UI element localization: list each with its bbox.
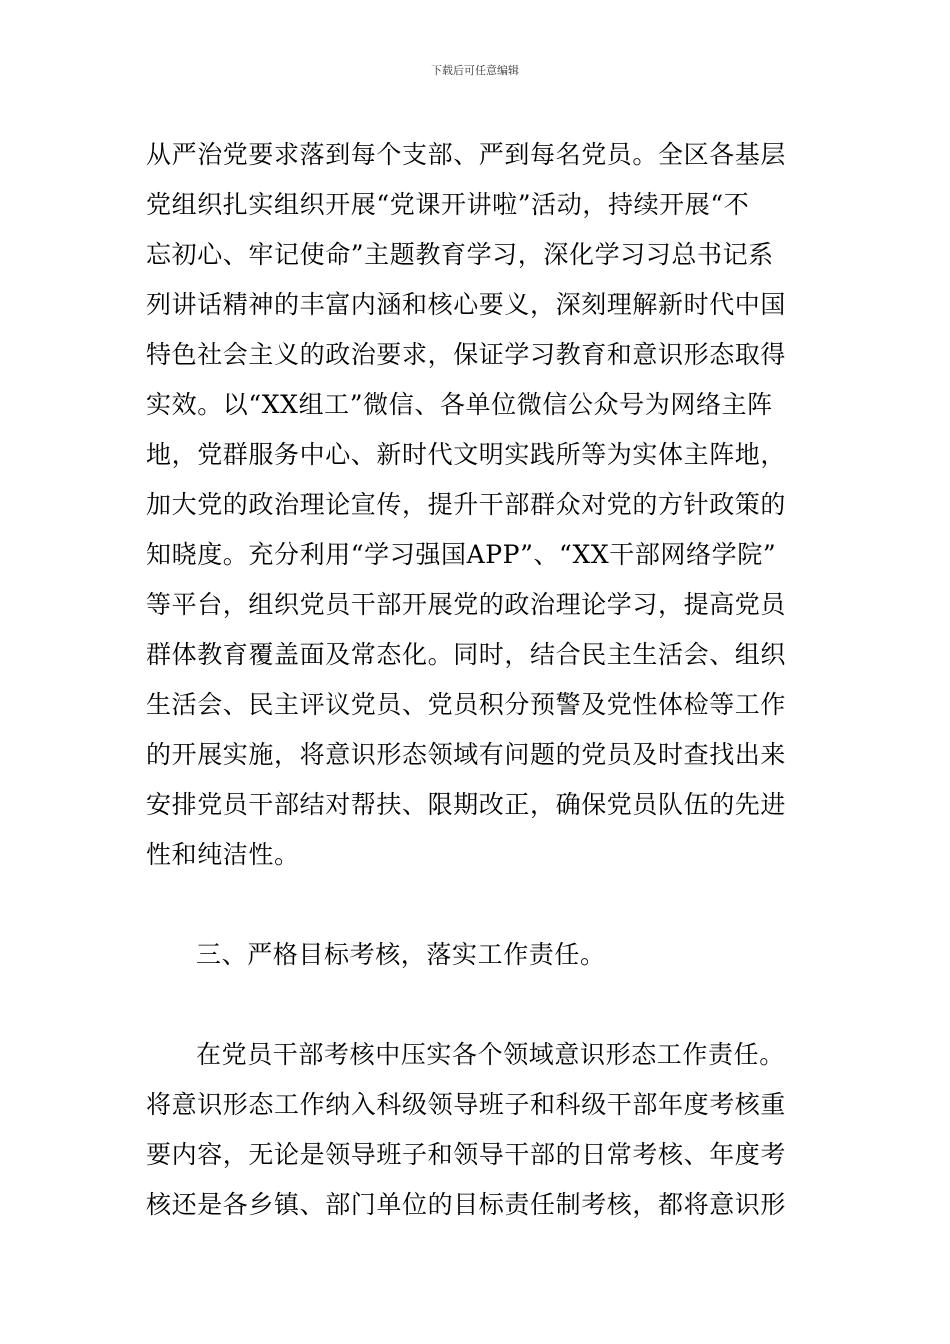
text-line: 生活会、民主评议党员、党员积分预警及党性体检等工作: [146, 690, 787, 719]
page-header: 下载后可任意编辑: [431, 64, 519, 77]
document-body: [146, 130, 806, 1230]
paragraph-party-building: [146, 130, 806, 880]
text-line: 从严治党要求落到每个支部、严到每名党员。全区各基层: [146, 140, 787, 169]
text-line: 忘初心、牢记使命”主题教育学习，深化学习习总书记系: [146, 240, 774, 269]
text-line: 实效。以“XX组工”微信、各单位微信公众号为网络主阵: [146, 390, 773, 419]
text-line: 党组织扎实组织开展“党课开讲啦”活动，持续开展“不: [146, 190, 750, 219]
text-line: 将意识形态工作纳入科级领导班子和科级干部年度考核重: [146, 1090, 787, 1119]
text-line: 性和纯洁性。: [146, 840, 300, 869]
paragraph-spacer: [146, 880, 806, 930]
text-line: 核还是各乡镇、部门单位的目标责任制考核，都将意识形: [146, 1190, 787, 1219]
section-heading: 三、严格目标考核，落实工作责任。: [196, 940, 606, 969]
text-line: 等平台，组织党员干部开展党的政治理论学习，提高党员: [146, 590, 787, 619]
text-line: 要内容，无论是领导班子和领导干部的日常考核、年度考: [146, 1140, 787, 1169]
text-line: 群体教育覆盖面及常态化。同时，结合民主生活会、组织: [146, 640, 787, 669]
text-line: 在党员干部考核中压实各个领域意识形态工作责任。: [196, 1040, 785, 1069]
text-line: 的开展实施，将意识形态领域有问题的党员及时查找出来: [146, 740, 787, 769]
text-line: 特色社会主义的政治要求，保证学习教育和意识形态取得: [146, 340, 787, 369]
paragraph-assessment: [146, 1030, 806, 1230]
paragraph-spacer: [146, 980, 806, 1030]
text-line: 列讲话精神的丰富内涵和核心要义，深刻理解新时代中国: [146, 290, 787, 319]
text-line: 安排党员干部结对帮扶、限期改正，确保党员队伍的先进: [146, 790, 787, 819]
text-line: 知晓度。充分利用“学习强国APP”、“XX干部网络学院”: [146, 540, 777, 569]
text-line: 地，党群服务中心、新时代文明实践所等为实体主阵地，: [146, 440, 787, 469]
text-line: 加大党的政治理论宣传，提升干部群众对党的方针政策的: [146, 490, 787, 519]
